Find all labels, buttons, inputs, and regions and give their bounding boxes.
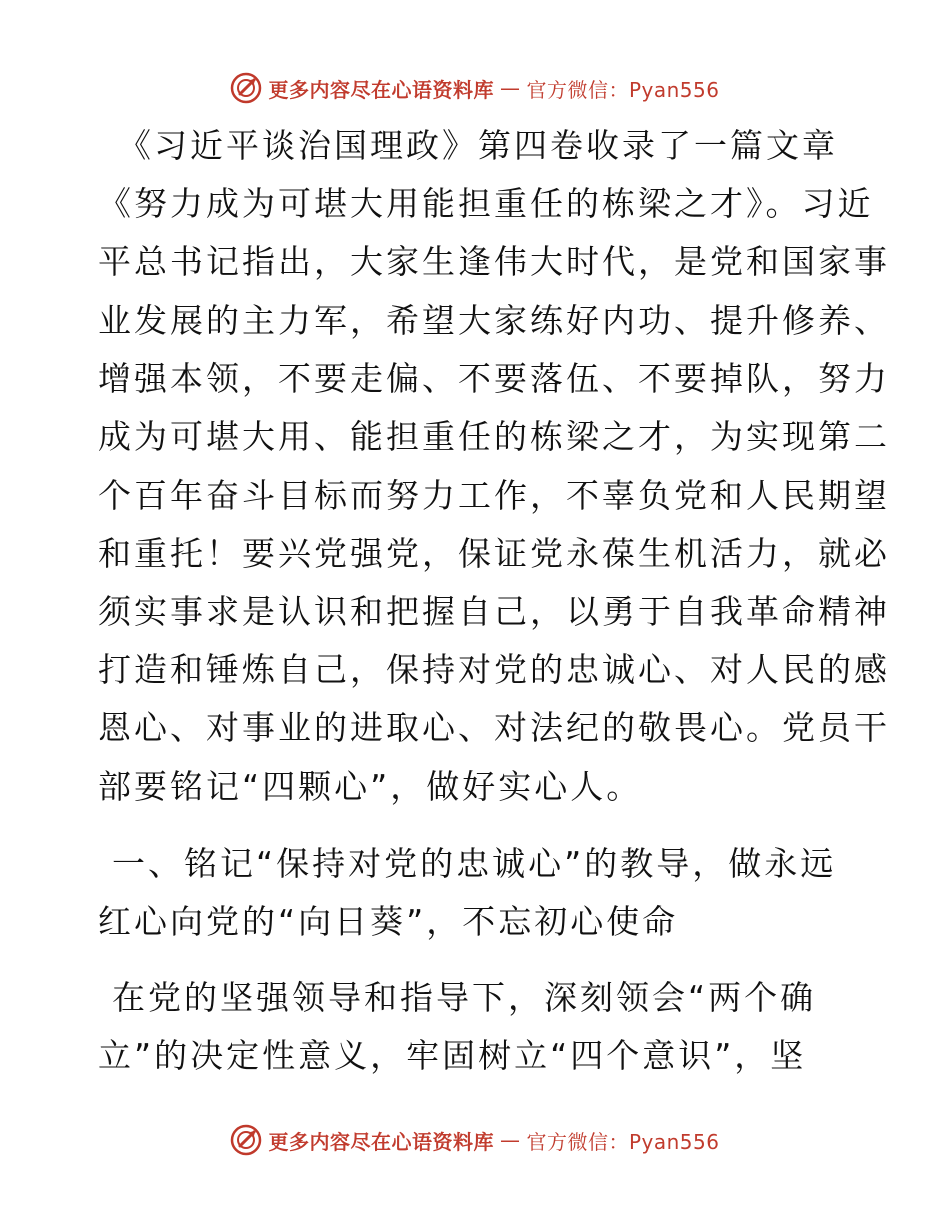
body-line-12: 部要铭记“四颗心”，做好实心人。 bbox=[98, 767, 643, 806]
section-heading-line-2: 红心向党的“向日葵”，不忘初心使命 bbox=[98, 902, 679, 941]
body-line-11: 恩心、对事业的进取心、对法纪的敬畏心。党员干 bbox=[98, 708, 890, 747]
body-line-1: 《习近平谈治国理政》第四卷收录了一篇文章 bbox=[118, 126, 838, 165]
watermark-dash: — bbox=[499, 1128, 521, 1152]
body-line-2: 《努力成为可堪大用能担重任的栋梁之才》。习近 bbox=[98, 184, 874, 223]
body-line-3: 平总书记指出，大家生逢伟大时代，是党和国家事 bbox=[98, 242, 890, 281]
watermark-dash: — bbox=[499, 76, 521, 100]
body-line-13: 在党的坚强领导和指导下，深刻领会“两个确 bbox=[112, 978, 817, 1017]
watermark-footer bbox=[0, 1124, 950, 1156]
logo-icon bbox=[230, 1124, 262, 1156]
watermark-wechat-text: 官方微信：Pyan556 bbox=[526, 77, 720, 102]
logo-icon bbox=[230, 72, 262, 104]
watermark-main-text: 更多内容尽在心语资料库 bbox=[268, 1129, 494, 1154]
body-line-4: 业发展的主力军，希望大家练好内功、提升修养、 bbox=[98, 301, 890, 340]
body-line-10: 打造和锤炼自己，保持对党的忠诚心、对人民的感 bbox=[98, 650, 890, 689]
watermark-main-text: 更多内容尽在心语资料库 bbox=[268, 77, 494, 102]
section-heading-line-1: 一、铭记“保持对党的忠诚心”的教导，做永远 bbox=[112, 844, 837, 883]
body-line-7: 个百年奋斗目标而努力工作，不辜负党和人民期望 bbox=[98, 476, 890, 515]
body-line-9: 须实事求是认识和把握自己，以勇于自我革命精神 bbox=[98, 592, 890, 631]
body-line-14: 立”的决定性意义，牢固树立“四个意识”，坚 bbox=[98, 1036, 807, 1075]
watermark-header bbox=[0, 72, 950, 104]
body-line-6: 成为可堪大用、能担重任的栋梁之才，为实现第二 bbox=[98, 417, 890, 456]
watermark-wechat-text: 官方微信：Pyan556 bbox=[526, 1129, 720, 1154]
body-line-5: 增强本领，不要走偏、不要落伍、不要掉队，努力 bbox=[98, 359, 890, 398]
body-line-8: 和重托！要兴党强党，保证党永葆生机活力，就必 bbox=[98, 534, 890, 573]
